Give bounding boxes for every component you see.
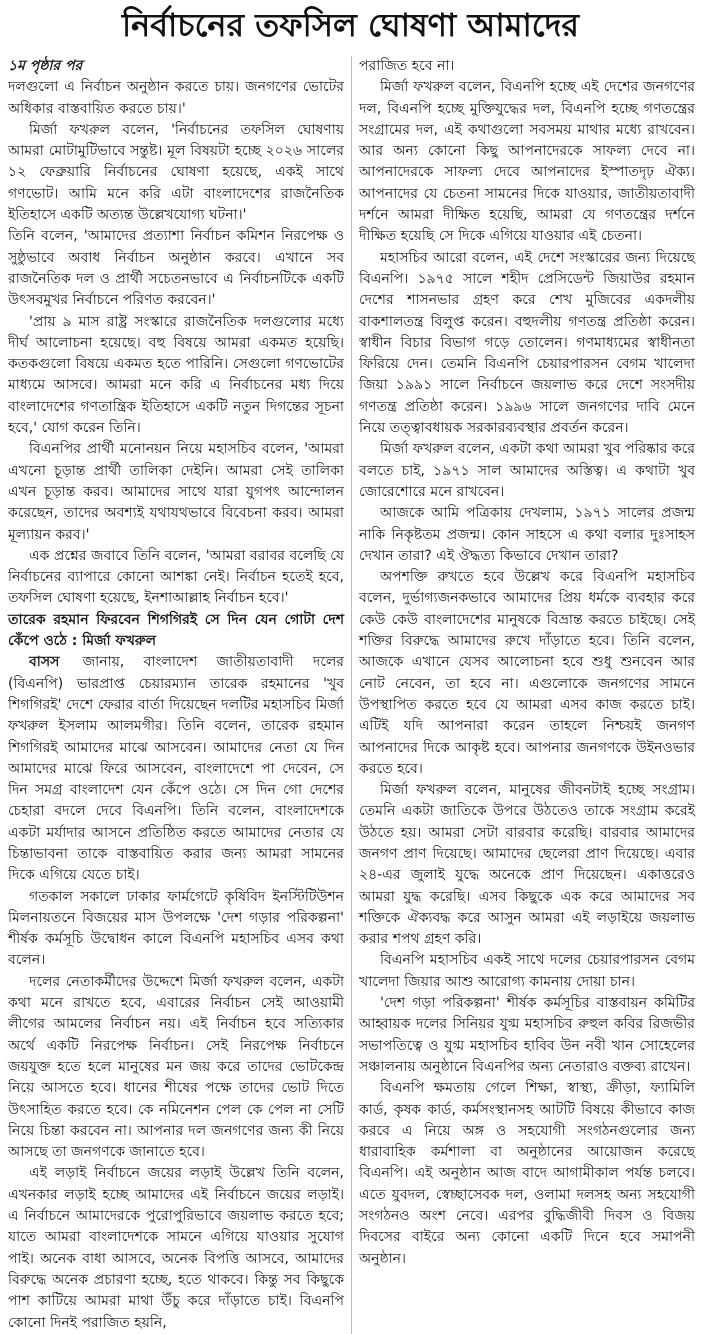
- paragraph-text: জানায়, বাংলাদেশ জাতীয়তাবাদী দলের (বিএনপি) ভারপ্রাপ্ত চেয়ারম্যান তারেক রহমানের 'খুব শিগগিরই' দেশে ফেরার বার্তা দিয়েছেন দলটির মহাসচিব মির্জা ফখরুল ইসলাম আলমগীর। তিনি বলেন, তারেক রহমান শিগগিরই আমাদের মাঝে আসবেন। আমাদের নেতা যে দিন আমাদের মাঝে ফিরে আসবেন, বাংলাদেশে পা দেবেন, সে দিন সমগ্র বাংলাদেশ যেন কেঁপে ওঠে। সে দিন গো দেশের চেহারা বদলে দেবে বিএনপি। তিনি বলেন, বাংলাদেশকে একটা মর্যাদার আসনে প্রতিষ্ঠিত করতে আমাদের নেতার যে চিন্তাভাবনা তাকে বাস্তবায়িত করার জন্য আমরা সামনের দিকে এগিয়ে যেতে চাই।: [8, 654, 344, 884]
- paragraph: বিএনপির প্রার্থী মনোনয়ন নিয়ে মহাসচিব বলেন, 'আমরা এখনো চূড়ান্ত প্রার্থী তালিকা দেইনি। আমরা সেই তালিকা এখন চূড়ান্ত করব। আমাদের সাথে যারা যুগপৎ আন্দোলন করেছেন, তাদের অবশ্যই যথাযথভাবে বিবেচনা করব। আমরা মূল্যায়ন করব।': [8, 441, 344, 543]
- left-column: [8, 56, 344, 1334]
- paragraph: [8, 652, 344, 886]
- paragraph: 'প্রায় ৯ মাস রাষ্ট্র সংস্কারে রাজনৈতিক দলগুলোর মধ্যে দীর্ঘ আলোচনা হয়েছে। বহু বিষয়ে আমরা একমত হয়েছি। কতকগুলো বিষয়ে একমত হতে পারিনি। সেগুলো গণভোটের মাধ্যমে আসবে। আমরা মনে করি এ নির্বাচনের মধ্য দিয়ে বাংলাদেশের গণতান্ত্রিক ইতিহাসে একটি নতুন দিগন্তের সূচনা হবে,' যোগ করেন তিনি।: [8, 313, 344, 437]
- paragraph: এই লড়াই নির্বাচনে জয়ের লড়াই উল্লেখ তিনি বলেন, এখনকার লড়াই হচ্ছে আমাদের এই নির্বাচনে জয়ের লড়াই। এ নির্বাচনে আমাদেরকে পুরোপুরিভাবে জয়লাভ করতে হবে; যাতে আমরা বাংলাদেশকে সামনে এগিয়ে যাওয়ার সুযোগ পাই। অনেক বাধা আসবে, অনেক বিপত্তি আসবে, আমাদের বিরুদ্ধে অনেক প্রচারণা হচ্ছে, হতে থাকবে। কিন্তু সব কিছুকে পাশ কাটিয়ে আমরা মাথা উঁচু করে দাঁড়াতে চাই। বিএনপি কোনো দিনই পরাজিত হয়নি,: [8, 1165, 344, 1331]
- article-body: [0, 48, 701, 1334]
- paragraph: মির্জা ফখরুল বলেন, বিএনপি হচ্ছে এই দেশের জনগণের দল, বিএনপি হচ্ছে মুক্তিযুদ্ধের দল, বিএনপি হচ্ছে গণতন্ত্রের সংগ্রামের দল, এই কথাগুলো সবসময় মাথার মধ্যে রাখবেন। আর অন্য কোনো কিছু আপনাদেরকে সাফল্য দেবে না। আপনাদেরকে সাফল্য দেবে আপনাদের ইস্পাতদৃঢ় ঐক্য। আপনাদের যে চেতনা সামনের দিকে যাওয়ার, জাতীয়তাবাদী দর্শনে আমরা দীক্ষিত হয়েছি, আমরা যে গণতন্ত্রের দর্শনে দীক্ষিত হয়েছি সে দিকে এগিয়ে যাওয়ার এই চেতনা।: [359, 79, 695, 245]
- paragraph: বিএনপি ক্ষমতায় গেলে শিক্ষা, স্বাস্থ্য, ক্রীড়া, ফ্যামিলি কার্ড, কৃষক কার্ড, কর্মসংস্থানসহ আটটি বিষয়ে কীভাবে কাজ করবে এ নিয়ে অঙ্গ ও সহযোগী সংগঠনগুলোর জন্য ধারাবাহিক কর্মশালা বা অনুষ্ঠানের আয়োজন করেছে বিএনপি। এই অনুষ্ঠান আজ বাদে আগামীকাল পর্যন্ত চলবে। এতে যুবদল, স্বেচ্ছাসেবক দল, ওলামা দলসহ অন্য সহযোগী সংগঠনও অংশ নেবে। এরপর বুদ্ধিজীবী দিবস ও বিজয় দিবসের বাইরে অন্য কোনো একটি দিনে হবে সমাপনী অনুষ্ঠান।: [359, 1080, 695, 1267]
- paragraph: 'দেশ গড়া পরিকল্পনা' শীর্ষক কর্মসূচির বাস্তবায়ন কমিটির আহ্বায়ক দলের সিনিয়র যুগ্ম মহাসচিব রুহুল কবির রিজভীর সভাপতিত্বে ও যুগ্ম মহাসচিব হাবিব উন নবী খান সোহেলের সঞ্চালনায় অনুষ্ঠানে বিএনপির অন্য নেতারাও বক্তব্য রাখেন।: [359, 995, 695, 1075]
- paragraph: বিএনপি মহাসচিব একই সাথে দলের চেয়ারপারসন বেগম খালেদা জিয়ার আশু আরোগ্য কামনায় দোয়া চান।: [359, 952, 695, 990]
- source-lead-word: বাসস: [29, 654, 60, 671]
- paragraph: গতকাল সকালে ঢাকার ফার্মগেটে কৃষিবিদ ইনস্টিটিউশন মিলনায়তনে বিজয়ের মাস উপলক্ষে 'দেশ গড়ার পরিকল্পনা' শীর্ষক কর্মসূচি উদ্বোধন কালে বিএনপি মহাসচিব এসব কথা বলেন।: [8, 888, 344, 969]
- paragraph: এক প্রশ্নের জবাবে তিনি বলেন, 'আমরা বরাবর বলেছি যে নির্বাচনের ব্যাপারে কোনো আশঙ্কা নেই। নির্বাচন হতেই হবে, তফসিল ঘোষণা হয়েছে, ইনশাআল্লাহ নির্বাচন হবে।': [8, 547, 344, 607]
- paragraph: মহাসচিব আরো বলেন, এই দেশে সংস্কারের জন্য দিয়েছে বিএনপি। ১৯৭৫ সালে শহীদ প্রেসিডেন্ট জিয়াউর রহমান দেশের শাসনভার গ্রহণ করে শেখ মুজিবের একদলীয় বাকশালতন্ত্র বিলুপ্ত করেন। বহুদলীয় গণতন্ত্র প্রতিষ্ঠা করেন। স্বাধীন বিচার বিভাগ গড়ে তোলেন। গণমাধ্যমের স্বাধীনতা ফিরিয়ে দেন। তেমনি বিএনপি চেয়ারপারসন বেগম খালেদা জিয়া ১৯৯১ সালে নির্বাচনে জয়লাভ করে দেশে সংসদীয় গণতন্ত্র প্রতিষ্ঠা করেন। ১৯৯৬ সালে জনগণের দাবি মেনে নিয়ে তত্ত্বাবধায়ক সরকারব্যবস্থার প্রবর্তন করেন।: [359, 249, 695, 437]
- sub-headline: তারেক রহমান ফিরবেন শিগগিরই সে দিন যেন গোটা দেশ কেঁপে ওঠে : মির্জা ফখরুল: [8, 611, 344, 650]
- paragraph: মির্জা ফখরুল বলেন, একটা কথা আমরা খুব পরিষ্কার করে বলতে চাই, ১৯৭১ সাল আমাদের অস্তিত্ব। এ কথাটা খুব জোরেশোরে মনে রাখবেন।: [359, 441, 695, 500]
- paragraph: দলের নেতাকর্মীদের উদ্দেশে মির্জা ফখরুল বলেন, একটা কথা মনে রাখতে হবে, এবারের নির্বাচন সেই আওয়ামী লীগের আমলের নির্বাচন নয়। এই নির্বাচন হবে সত্যিকার অর্থে একটি নিরপেক্ষ নির্বাচন। সেই নিরপেক্ষ নির্বাচনে জয়যুক্ত হতে হলে মানুষের মন জয় করে তাদের ভোটকেন্দ্র নিয়ে আসতে হবে। ধানের শীষের পক্ষে তাদের ভোট দিতে উৎসাহিত করতে হবে। কে নমিনেশন পেল কে পেল না সেটি নিয়ে চিন্তা করবেন না। আপনার দল জনগণের জন্য কী নিয়ে আসছে তা জনগণকে জানাতে হবে।: [8, 973, 344, 1161]
- article-headline: নির্বাচনের তফসিল ঘোষণা আমাদের: [121, 6, 580, 44]
- paragraph: মির্জা ফখরুল বলেন, 'নির্বাচনের তফসিল ঘোষণায় আমরা মোটামুটিভাবে সন্তুষ্ট। মূল বিষয়টা হচ্ছে ২০২৬ সালের ১২ ফেব্রুয়ারি নির্বাচনের ঘোষণা হয়েছে, একই সাথে গণভোট। আমি মনে করি এটা বাংলাদেশের রাজনৈতিক ইতিহাসে একটি অত্যন্ত উল্লেখযোগ্য ঘটনা।': [8, 121, 344, 224]
- continuation-kicker: ১ম পৃষ্ঠার পর: [8, 58, 83, 74]
- paragraph: অপশক্তি রুখতে হবে উল্লেখ করে বিএনপি মহাসচিব বলেন, দুর্ভাগ্যজনকভাবে আমাদের প্রিয় ধর্মকে ব্যবহার করে কেউ কেউ বাংলাদেশের মানুষকে বিভ্রান্ত করতে চাইছে। সেই শক্তির বিরুদ্ধে আমাদের রুখে দাঁড়াতে হবে। তিনি বলেন, আজকে এখানে যেসব আলোচনা হবে শুধু শুনবেন আর নোট নেবেন, তা হবে না। এগুলোকে জনগণের সামনে উপস্থাপিত করতে হবে যে আমরা এসব কাজ করতে চাই। এটিই যদি আপনারা করেন তাহলে নিশ্চয়ই জনগণ আপনাদের দিকে আকৃষ্ট হবে। আপনার জনগণকে উইনওভার করতে হবে।: [359, 569, 695, 777]
- paragraph: তিনি বলেন, 'আমাদের প্রত্যাশা নির্বাচন কমিশন নিরপেক্ষ ও সুষ্ঠুভাবে অবাধ নির্বাচন অনুষ্ঠান করবে। এখানে সব রাজনৈতিক দল ও প্রার্থী সচেতনভাবে এ নির্বাচনটিকে একটি উৎসবমুখর নির্বাচনে পরিণত করবেন।': [8, 228, 344, 309]
- column-divider: [351, 56, 352, 1334]
- paragraph: মির্জা ফখরুল বলেন, মানুষের জীবনটাই হচ্ছে সংগ্রাম। তেমনি একটা জাতিকে উপরে উঠতেও তাকে সংগ্রাম করেই উঠতে হয়। আমরা সেটা বারবার করেছি। বারবার আমাদের জনগণ প্রাণ দিয়েছে। আমাদের ছেলেরা প্রাণ দিয়েছে। এবার ২৪-এর জুলাই যুদ্ধে অনেকে প্রাণ দিয়েছেন। একাত্তরেও আমরা যুদ্ধ করেছি। এসব কিছুকে এক করে আমাদের সব শক্তিকে ঐক্যবদ্ধ করে আসুন আমরা এই লড়াইয়ে জয়লাভ করার শপথ গ্রহণ করি।: [359, 782, 695, 948]
- right-column: [359, 56, 695, 1270]
- paragraph: পরাজিত হবে না।: [359, 58, 455, 74]
- paragraph: দলগুলো এ নির্বাচন অনুষ্ঠান করতে চায়। জনগণের ভোটের অধিকার বাস্তবায়িত করতে চায়।': [8, 79, 344, 117]
- paragraph: আজকে আমি পত্রিকায় দেখলাম, ১৯৭১ সালের প্রজন্ম নাকি নিকৃষ্টতম প্রজন্ম। কোন সাহসে এ কথা বলার দুঃসাহস দেখান তারা? এই ঔদ্ধত্য কিভাবে দেখান তারা?: [359, 505, 695, 564]
